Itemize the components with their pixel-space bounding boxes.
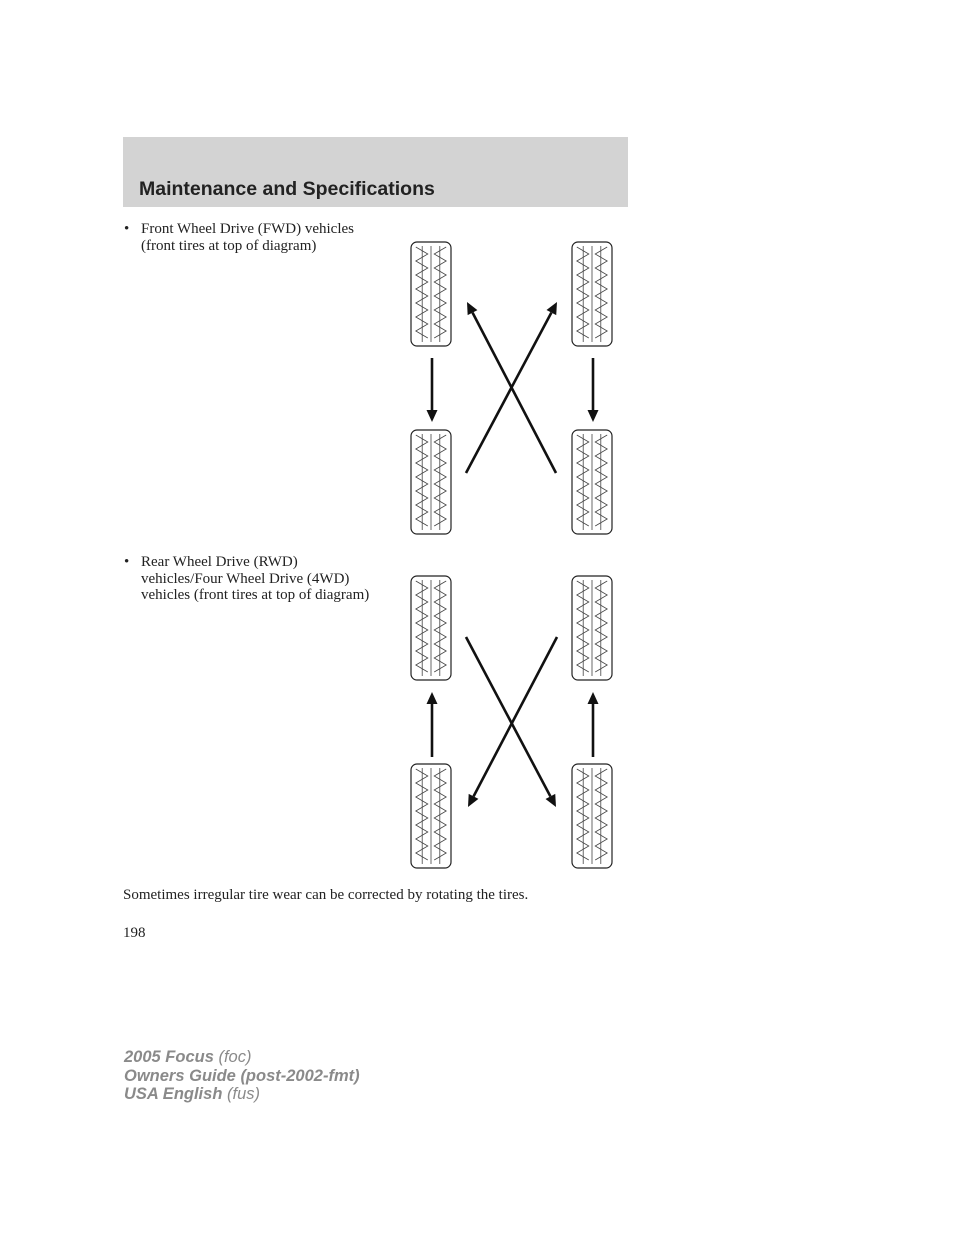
- tire-wear-note: Sometimes irregular tire wear can be corrected by rotating the tires.: [123, 887, 529, 903]
- rwd-4wd-bullet-text: Rear Wheel Drive (RWD) vehicles/Four Wheel Drive (4WD) vehicles (front tires at top of diagram): [141, 554, 370, 603]
- tire-front-right: [572, 576, 612, 680]
- footer-line-guide: Owners Guide (post-2002-fmt): [124, 1066, 360, 1085]
- document-footer: [124, 1048, 360, 1104]
- arrow-rear-right-to-front-right: [588, 692, 599, 757]
- arrow-rear-left-to-front-left: [427, 692, 438, 757]
- arrow-front-left-to-rear-left: [427, 358, 438, 422]
- tire-rear-left: [411, 430, 451, 534]
- header-band: [123, 137, 628, 207]
- fwd-rotation-diagram: [395, 240, 625, 536]
- tire-rear-right: [572, 430, 612, 534]
- tire-rear-left: [411, 764, 451, 868]
- bullet-marker: •: [124, 221, 130, 237]
- bullet-marker: •: [124, 554, 130, 570]
- page-number: 198: [123, 925, 146, 941]
- fwd-bullet-item: [124, 221, 374, 254]
- footer-line-model: 2005 Focus (foc): [124, 1048, 252, 1066]
- tire-front-right: [572, 242, 612, 346]
- rwd-4wd-rotation-svg: [395, 574, 625, 870]
- page-title: Maintenance and Specifications: [139, 178, 435, 200]
- tire-front-left: [411, 576, 451, 680]
- tire-front-left: [411, 242, 451, 346]
- footer-line-language: USA English (fus): [124, 1085, 260, 1103]
- fwd-rotation-svg: [395, 240, 625, 536]
- tire-rear-right: [572, 764, 612, 868]
- rwd-4wd-bullet-item: [124, 554, 374, 604]
- fwd-bullet-text: Front Wheel Drive (FWD) vehicles (front tires at top of diagram): [141, 221, 354, 254]
- rwd-4wd-rotation-diagram: [395, 574, 625, 870]
- arrow-front-right-to-rear-right: [588, 358, 599, 422]
